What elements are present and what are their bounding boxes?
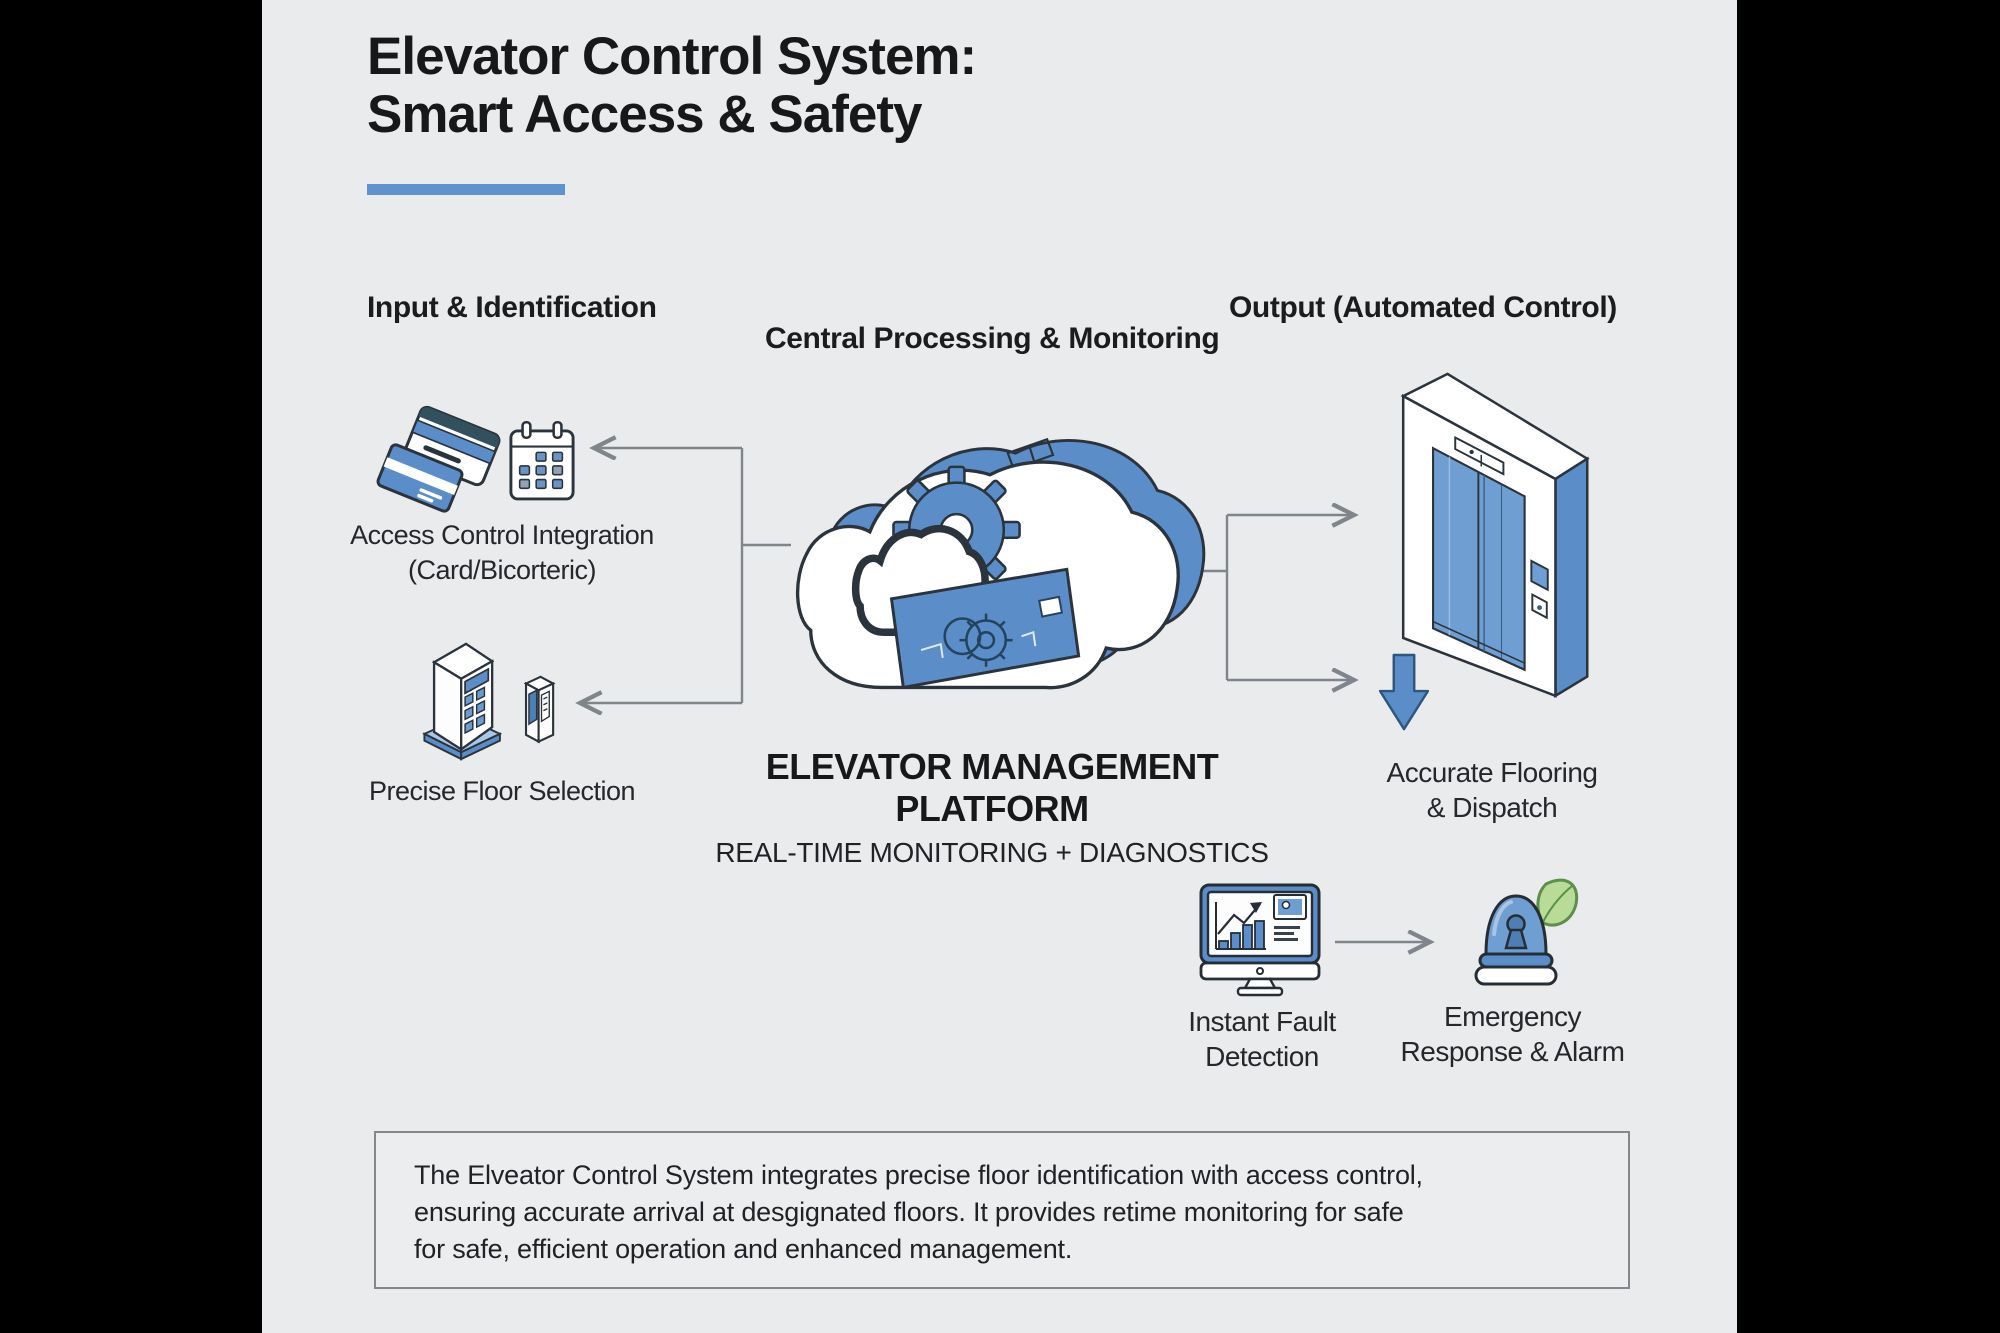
platform-caption xyxy=(682,746,1302,869)
title-underline xyxy=(367,184,565,195)
page-title-line1: Elevator Control System: xyxy=(367,27,977,86)
fault-detection-label-line1: Instant Fault xyxy=(1188,1006,1336,1037)
dispatch-label-line1: Accurate Flooring xyxy=(1386,757,1598,788)
column-heading-central: Central Processing & Monitoring xyxy=(765,322,1220,355)
fault-detection-label-line2: Detection xyxy=(1205,1041,1319,1072)
access-control-label-line1: Access Control Integration xyxy=(350,520,654,550)
summary-line3: for safe, efficient operation and enhanced management. xyxy=(414,1234,1073,1264)
page-title-line2: Smart Access & Safety xyxy=(367,85,922,144)
floor-selection-label-text: Precise Floor Selection xyxy=(368,776,636,806)
floor-keypad-icon xyxy=(422,640,572,760)
access-control-label xyxy=(332,518,672,588)
column-heading-output: Output (Automated Control) xyxy=(1229,291,1617,324)
platform-subtitle: REAL-TIME MONITORING + DIAGNOSTICS xyxy=(715,837,1269,868)
infographic-canvas xyxy=(262,0,1737,1333)
fault-detection-label xyxy=(1152,1004,1372,1074)
dispatch-label xyxy=(1367,755,1617,825)
emergency-response-label-line1: Emergency xyxy=(1443,1001,1582,1032)
page-title xyxy=(367,28,976,144)
column-heading-input: Input & Identification xyxy=(367,291,657,324)
card-reader-icon xyxy=(380,412,505,514)
keypad-calendar-icon xyxy=(508,420,576,508)
summary-line1: The Elveator Control System integrates precise floor identification with access control, xyxy=(414,1160,1423,1190)
platform-name: ELEVATOR MANAGEMENT PLATFORM xyxy=(765,746,1219,829)
cloud-platform-icon xyxy=(793,392,1187,717)
emergency-response-label xyxy=(1370,999,1655,1069)
leaf-icon xyxy=(1538,880,1577,925)
summary-line2: ensuring accurate arrival at desgignated floors. It provides retime monitoring for safe xyxy=(414,1197,1404,1227)
down-arrow-icon xyxy=(1378,654,1430,732)
summary-box xyxy=(374,1131,1630,1289)
emergency-response-label-line2: Response & Alarm xyxy=(1400,1036,1625,1067)
dispatch-label-line2: & Dispatch xyxy=(1426,792,1558,823)
floor-selection-label xyxy=(332,774,672,809)
emergency-siren-icon xyxy=(1454,872,1584,998)
letterbox-right xyxy=(1737,0,2000,1333)
letterbox-left xyxy=(0,0,262,1333)
access-control-label-line2: (Card/Bicorteric) xyxy=(407,555,597,585)
fault-monitor-icon xyxy=(1198,882,1330,998)
